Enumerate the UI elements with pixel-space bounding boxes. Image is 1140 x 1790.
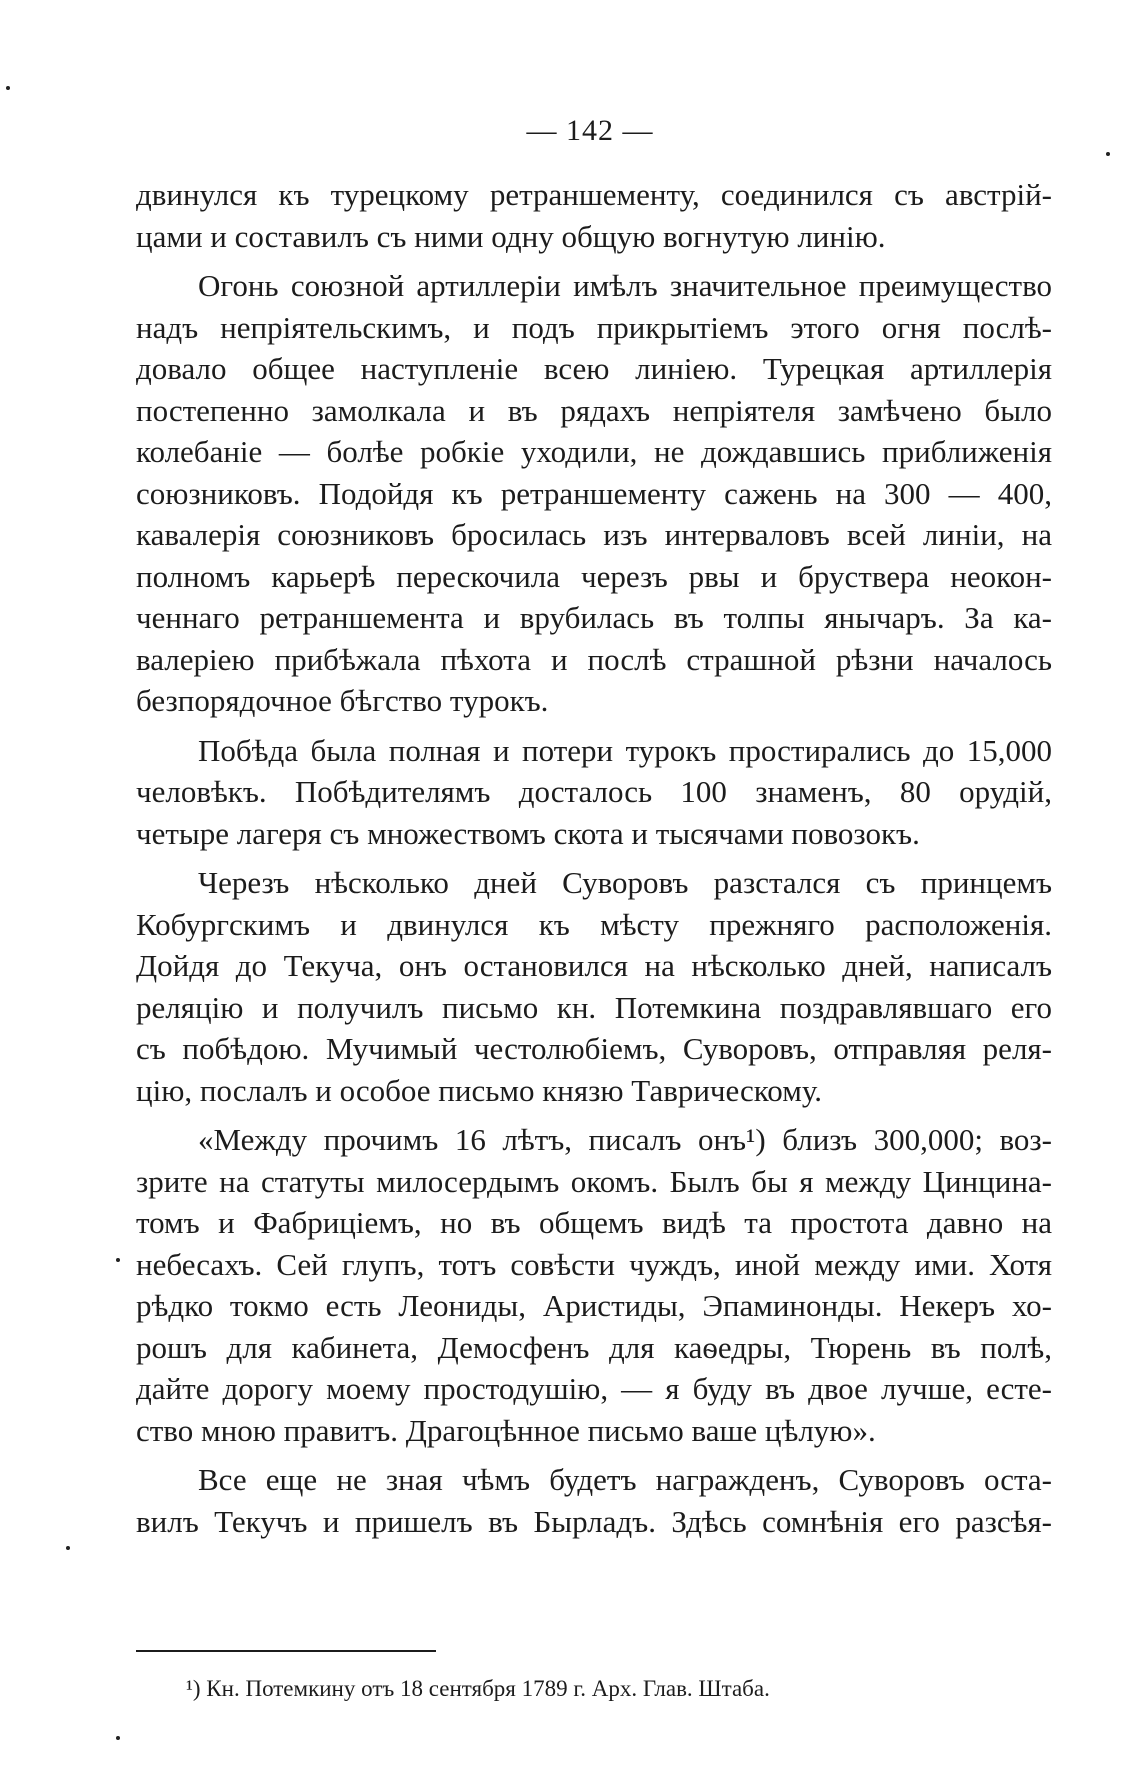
paragraph (136, 862, 1052, 1111)
text-line: небесахъ. Сей глупъ, тотъ совѣсти чуждъ, иной между ими. Хотя (136, 1246, 1052, 1282)
text-line: четыре лагеря съ множествомъ скота и тысячами повозокъ. (136, 815, 920, 851)
paragraph (136, 730, 1052, 855)
text-line: рѣдко токмо есть Леониды, Аристиды, Эпаминонды. Некеръ хо- (136, 1288, 1052, 1323)
paragraph (136, 265, 1052, 722)
text-line: Все еще не зная чѣмъ будетъ награжденъ, Суворовъ оста- (198, 1462, 1052, 1497)
text-line: вилъ Текучъ и пришелъ въ Бырладъ. Здѣсь сомнѣнія его разсѣя- (136, 1503, 1052, 1539)
text-line: человѣкъ. Побѣдителямъ досталось 100 знаменъ, 80 орудій, (136, 774, 1052, 809)
print-speck (116, 1736, 120, 1740)
paragraph (136, 1459, 1052, 1542)
footnote: ¹) Кн. Потемкину отъ 18 сентября 1789 г. Арх. Глав. Штаба. (186, 1676, 770, 1701)
paragraph (136, 174, 1052, 257)
text-line: реляцію и получилъ письмо кн. Потемкина поздравлявшаго его (136, 989, 1052, 1025)
print-speck (1106, 152, 1110, 156)
text-line: безпорядочное бѣгство турокъ. (136, 683, 549, 718)
text-line: съ побѣдою. Мучимый честолюбіемъ, Суворовъ, отправляя реля- (136, 1031, 1052, 1066)
text-line: довало общее наступленіе всею линіею. Турецкая артиллерія (136, 351, 1052, 386)
text-line: зрите на статуты милосердымъ окомъ. Былъ бы я между Цинцина- (136, 1163, 1052, 1199)
text-line: Побѣда была полная и потери турокъ простирались до 15,000 (198, 732, 1052, 768)
text-line: двинулся къ турецкому ретраншементу, соединился съ австрій- (136, 177, 1052, 212)
text-line: валеріею прибѣжала пѣхота и послѣ страшной рѣзни началось (136, 641, 1052, 677)
footnote-divider (136, 1650, 436, 1652)
text-line: дайте дорогу моему простодушію, — я буду въ двое лучше, есте- (136, 1371, 1052, 1406)
text-line: ство мною правитъ. Драгоцѣнное письмо ваше цѣлую». (136, 1412, 876, 1448)
text-line: ченнаго ретраншемента и врубилась въ толпы янычаръ. За ка- (136, 600, 1052, 635)
print-speck (6, 86, 10, 90)
text-line: полномъ карьерѣ перескочила черезъ рвы и бруствера неокон- (136, 558, 1052, 594)
text-line: союзниковъ. Подойдя къ ретраншементу сажень на 300 — 400, (136, 475, 1052, 511)
text-line: цами и составилъ съ ними одну общую вогнутую линію. (136, 218, 886, 254)
paragraph (136, 1119, 1052, 1451)
text-line: Огонь союзной артиллеріи имѣлъ значительное преимущество (198, 268, 1052, 303)
text-line: Черезъ нѣсколько дней Суворовъ разстался съ принцемъ (198, 865, 1052, 900)
text-line: колебаніе — болѣе робкіе уходили, не дождавшись приближенія (136, 434, 1052, 469)
text-line: «Между прочимъ 16 лѣтъ, писалъ онъ¹) близъ 300,000; воз- (198, 1122, 1052, 1157)
print-speck (66, 1546, 70, 1550)
text-line: рошъ для кабинета, Демосфенъ для каѳедры, Тюрень въ полѣ, (136, 1329, 1052, 1365)
print-speck (116, 1258, 120, 1262)
text-line: Кобургскимъ и двинулся къ мѣсту прежняго расположенія. (136, 906, 1052, 942)
page-number: — 142 — (526, 114, 654, 147)
text-line: постепенно замолкала и въ рядахъ непріятеля замѣчено было (136, 392, 1052, 428)
text-line: кавалерія союзниковъ бросилась изъ интерваловъ всей линіи, на (136, 517, 1052, 552)
text-line: надъ непріятельскимъ, и подъ прикрытіемъ этого огня послѣ- (136, 309, 1052, 345)
text-line: Дойдя до Текуча, онъ остановился на нѣсколько дней, написалъ (136, 948, 1052, 983)
text-line: цію, послалъ и особое письмо князю Таврическому. (136, 1072, 822, 1108)
body-text (136, 174, 1052, 1542)
text-line: томъ и Фабриціемъ, но въ общемъ видѣ та простота давно на (136, 1205, 1052, 1240)
